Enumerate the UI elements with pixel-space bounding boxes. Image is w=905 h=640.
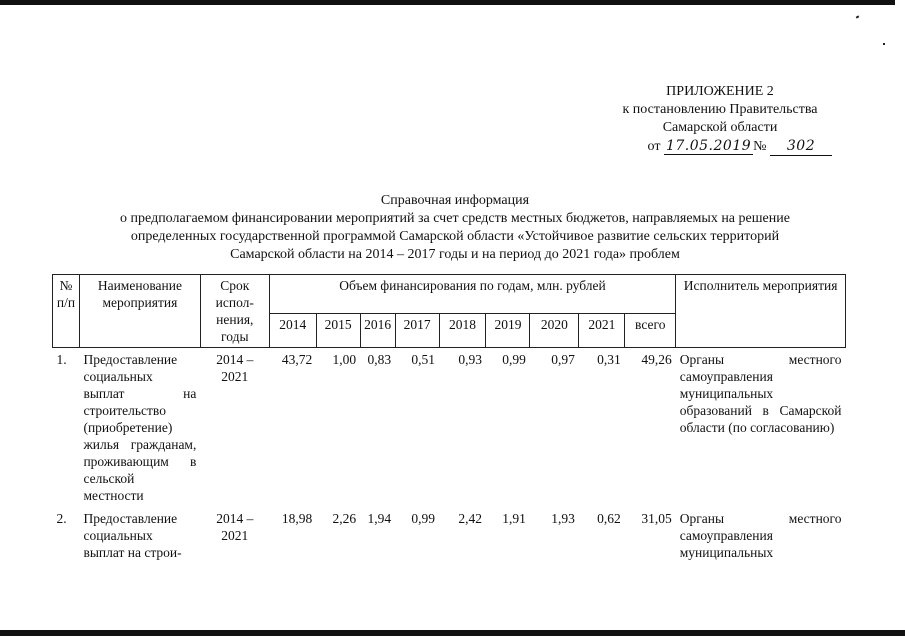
document-heading [60, 192, 850, 264]
row-value: 0,97 [551, 352, 575, 367]
table-row [53, 348, 846, 508]
row-name: Предоставление социальных выплат на строи- [83, 511, 182, 560]
row-value: 1,93 [551, 511, 575, 526]
heading-line-3: определенных государственной программой Самарской области «Устойчивое развитие сельских территорий [130, 229, 780, 244]
scan-speck [883, 43, 885, 45]
header-executor: Исполнитель мероприятия [676, 275, 846, 348]
row-total: 31,05 [641, 511, 672, 526]
table-header-row [53, 275, 846, 314]
total-header: всего [625, 314, 676, 348]
year-header: 2015 [316, 314, 360, 348]
heading-line-1: Справочная информация [380, 193, 530, 208]
header-name: Наименование мероприятия [79, 275, 200, 348]
table-row [53, 507, 846, 564]
year-header: 2019 [486, 314, 530, 348]
year-header: 2020 [530, 314, 579, 348]
number-sign: № [753, 139, 767, 154]
scan-speck [856, 15, 860, 18]
row-value: 0,31 [597, 352, 621, 367]
row-period: 2014 – 2021 [216, 352, 254, 384]
funding-table [52, 274, 846, 564]
appendix-block [600, 83, 840, 156]
row-value: 18,98 [281, 511, 313, 526]
row-value: 0,62 [597, 511, 621, 526]
row-value: 1,91 [502, 511, 526, 526]
row-num: 2. [56, 511, 67, 526]
header-num: № п/п [53, 275, 80, 348]
row-value: 0,51 [411, 352, 436, 367]
row-num: 1. [56, 352, 67, 367]
appendix-line-1: к постановлению Правительства [622, 102, 818, 117]
year-header: 2016 [360, 314, 395, 348]
row-name: Предоставление социальных выплат на строительство (приобретение) жилья гражданам, проживающим в сельской местности [83, 352, 197, 503]
row-value: 43,72 [281, 352, 313, 367]
row-value: 2,26 [332, 511, 357, 526]
year-header: 2014 [269, 314, 316, 348]
appendix-line-2: Самарской области [662, 120, 778, 135]
year-header: 2021 [579, 314, 625, 348]
row-executor: Органы местного самоуправления муниципальных [679, 511, 842, 560]
row-value: 0,93 [458, 352, 482, 367]
header-period: Срок испол-нения, годы [200, 275, 269, 348]
appendix-date-line [600, 137, 840, 156]
row-value: 0,99 [502, 352, 526, 367]
year-header: 2017 [395, 314, 439, 348]
header-funding: Объем финансирования по годам, млн. рублей [269, 275, 675, 314]
row-value: 1,94 [367, 511, 392, 526]
row-value: 2,42 [458, 511, 482, 526]
appendix-title: ПРИЛОЖЕНИЕ 2 [666, 84, 774, 99]
scan-edge-bottom [0, 630, 905, 636]
row-value: 0,83 [367, 352, 392, 367]
heading-line-2: о предполагаемом финансировании мероприятий за счет средств местных бюджетов, направляемых на решение [120, 211, 790, 226]
heading-line-4: Самарской области на 2014 – 2017 годы и на период до 2021 года» проблем [230, 247, 680, 262]
row-period: 2014 – 2021 [216, 511, 254, 543]
handwritten-date: 17.05.2019 [665, 138, 752, 154]
year-header: 2018 [439, 314, 486, 348]
scan-edge-top [0, 0, 895, 5]
date-prefix: от [647, 139, 661, 154]
handwritten-number: 302 [770, 137, 832, 156]
row-value: 1,00 [332, 352, 357, 367]
row-executor: Органы местного самоуправления муниципальных образований в Самарской области (по согласованию) [679, 352, 842, 435]
row-value: 0,99 [411, 511, 436, 526]
row-total: 49,26 [641, 352, 672, 367]
